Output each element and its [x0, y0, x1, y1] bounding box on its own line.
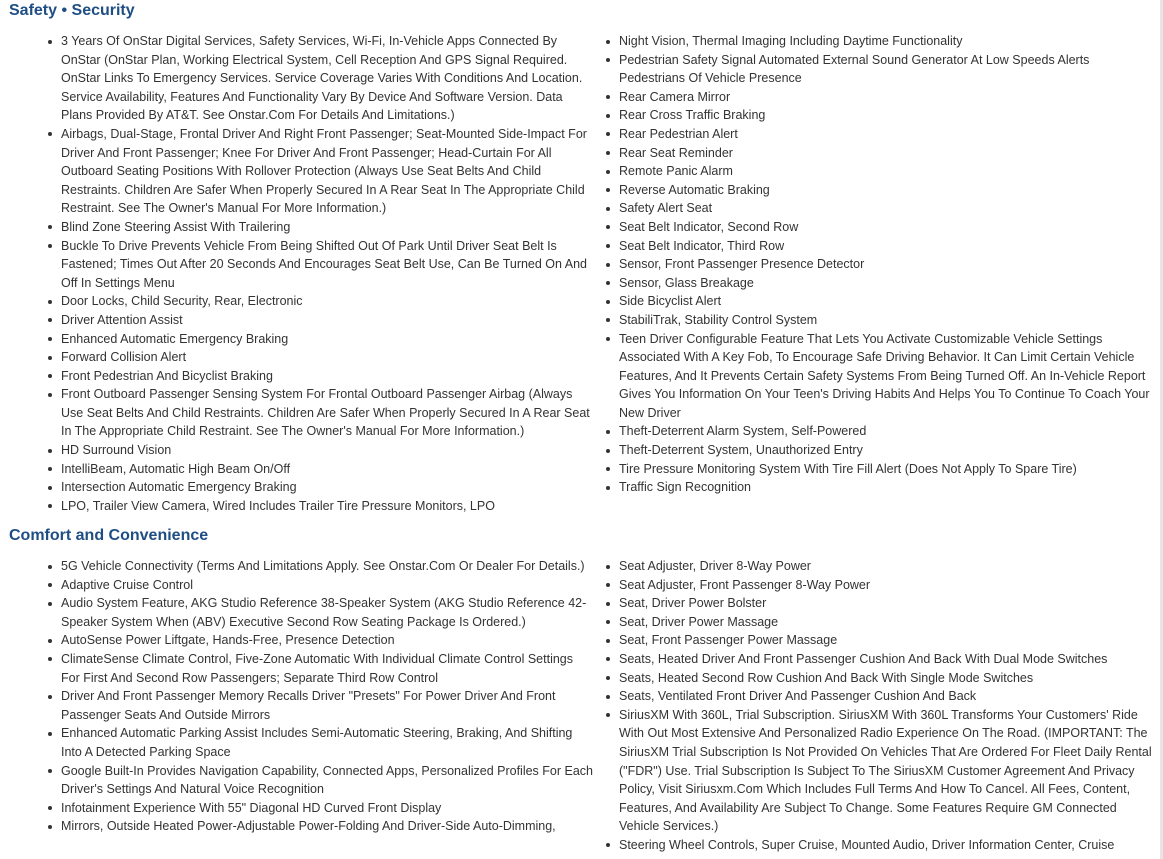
safety-security-list-right [619, 32, 1154, 497]
feature-item: 5G Vehicle Connectivity (Terms And Limitations Apply. See Onstar.Com Or Dealer For Details.) [61, 557, 595, 576]
feature-item: StabiliTrak, Stability Control System [619, 311, 1154, 330]
feature-item: Teen Driver Configurable Feature That Lets You Activate Customizable Vehicle Settings Associated With A Key Fob, To Encourage Safe Driving Behavior. It Can Limit Certain Vehicle Features, And It Prevents Certain Safety Systems From Being Turned Off. An In-Vehicle Report Gives You Information On Your Teen's Driving Habits And Helps You To Continue To Coach Your New Driver [619, 330, 1154, 423]
feature-item: Infotainment Experience With 55" Diagonal HD Curved Front Display [61, 799, 595, 818]
feature-item: Pedestrian Safety Signal Automated External Sound Generator At Low Speeds Alerts Pedestrians Of Vehicle Presence [619, 51, 1154, 88]
feature-item: Front Outboard Passenger Sensing System For Frontal Outboard Passenger Airbag (Always Use Seat Belts And Child Restraints. Children Are Safer When Properly Secured In A Rear Seat In The Appropriate Child Restraint. See The Owner's Manual For More Information.) [61, 385, 595, 441]
section-title-comfort-convenience: Comfort and Convenience [9, 527, 209, 544]
comfort-convenience-list-left [61, 557, 595, 836]
feature-item: Seat Adjuster, Driver 8-Way Power [619, 557, 1154, 576]
feature-item: LPO, Trailer View Camera, Wired Includes Trailer Tire Pressure Monitors, LPO [61, 497, 595, 516]
section-title-safety-security: Safety • Security [9, 2, 135, 19]
feature-item: Reverse Automatic Braking [619, 181, 1154, 200]
comfort-convenience-list-right [619, 557, 1154, 855]
feature-item: 3 Years Of OnStar Digital Services, Safety Services, Wi-Fi, In-Vehicle Apps Connected By OnStar (OnStar Plan, Working Electrical System, Cell Reception And GPS Signal Required. OnStar Links To Emergency Services. Service Coverage Varies With Conditions And Location. Service Availability, Features And Functionality Vary By Device And Software Version. Data Plans Provided By AT&T. See Onstar.Com For Details And Limitations.) [61, 32, 595, 125]
feature-item: Seats, Heated Driver And Front Passenger Cushion And Back With Dual Mode Switches [619, 650, 1154, 669]
feature-item: Driver Attention Assist [61, 311, 595, 330]
feature-item: Seat Adjuster, Front Passenger 8-Way Power [619, 576, 1154, 595]
feature-item: Tire Pressure Monitoring System With Tire Fill Alert (Does Not Apply To Spare Tire) [619, 460, 1154, 479]
feature-item: Intersection Automatic Emergency Braking [61, 478, 595, 497]
safety-security-list-left [61, 32, 595, 515]
feature-item: Night Vision, Thermal Imaging Including Daytime Functionality [619, 32, 1154, 51]
feature-item: Forward Collision Alert [61, 348, 595, 367]
feature-item: Seat Belt Indicator, Third Row [619, 237, 1154, 256]
feature-item: Buckle To Drive Prevents Vehicle From Being Shifted Out Of Park Until Driver Seat Belt Is Fastened; Times Out After 20 Seconds And Encourages Seat Belt Use, Can Be Turned On And Off In Settings Menu [61, 237, 595, 293]
feature-item: Side Bicyclist Alert [619, 292, 1154, 311]
feature-item: Front Pedestrian And Bicyclist Braking [61, 367, 595, 386]
feature-item: Rear Camera Mirror [619, 88, 1154, 107]
feature-item: ClimateSense Climate Control, Five-Zone Automatic With Individual Climate Control Settings For First And Second Row Passengers; Separate Third Row Control [61, 650, 595, 687]
feature-item: Airbags, Dual-Stage, Frontal Driver And Right Front Passenger; Seat-Mounted Side-Impact For Driver And Front Passenger; Knee For Driver And Front Passenger; Head-Curtain For All Outboard Seating Positions With Rollover Protection (Always Use Seat Belts And Child Restraints. Children Are Safer When Properly Secured In A Rear Seat In The Appropriate Child Restraint. See The Owner's Manual For More Information.) [61, 125, 595, 218]
feature-item: Adaptive Cruise Control [61, 576, 595, 595]
feature-item: Traffic Sign Recognition [619, 478, 1154, 497]
feature-item: Enhanced Automatic Parking Assist Includes Semi-Automatic Steering, Braking, And Shifting Into A Detected Parking Space [61, 724, 595, 761]
feature-item: Seat, Front Passenger Power Massage [619, 631, 1154, 650]
feature-item: Rear Pedestrian Alert [619, 125, 1154, 144]
feature-item: IntelliBeam, Automatic High Beam On/Off [61, 460, 595, 479]
feature-item: Theft-Deterrent Alarm System, Self-Powered [619, 422, 1154, 441]
feature-item: Audio System Feature, AKG Studio Reference 38-Speaker System (AKG Studio Reference 42-Speaker System When (ABV) Executive Second Row Seating Package Is Ordered.) [61, 594, 595, 631]
feature-item: Driver And Front Passenger Memory Recalls Driver "Presets" For Power Driver And Front Passenger Seats And Outside Mirrors [61, 687, 595, 724]
feature-item: Steering Wheel Controls, Super Cruise, Mounted Audio, Driver Information Center, Cruise [619, 836, 1154, 855]
feature-item: Safety Alert Seat [619, 199, 1154, 218]
feature-item: Seat, Driver Power Bolster [619, 594, 1154, 613]
feature-item: SiriusXM With 360L, Trial Subscription. SiriusXM With 360L Transforms Your Customers' Ride With Out Most Extensive And Personalized Radio Experience On The Road. (IMPORTANT: The SiriusXM Trial Subscription Is Not Provided On Vehicles That Are Ordered For Fleet Daily Rental ("FDR") Use. Trial Subscription Is Subject To The SiriusXM Customer Agreement And Privacy Policy, Visit Siriusxm.Com Which Includes Full Terms And How To Cancel. All Fees, Content, Features, And Availability Are Subject To Change. Some Features Require GM Connected Vehicle Services.) [619, 706, 1154, 836]
feature-item: Google Built-In Provides Navigation Capability, Connected Apps, Personalized Profiles For Each Driver's Settings And Natural Voice Recognition [61, 762, 595, 799]
feature-item: Rear Cross Traffic Braking [619, 106, 1154, 125]
feature-item: Seat, Driver Power Massage [619, 613, 1154, 632]
feature-item: HD Surround Vision [61, 441, 595, 460]
feature-item: Seat Belt Indicator, Second Row [619, 218, 1154, 237]
feature-item: Seats, Heated Second Row Cushion And Back With Single Mode Switches [619, 669, 1154, 688]
feature-item: Sensor, Front Passenger Presence Detector [619, 255, 1154, 274]
feature-item: Blind Zone Steering Assist With Trailering [61, 218, 595, 237]
feature-item: Mirrors, Outside Heated Power-Adjustable Power-Folding And Driver-Side Auto-Dimming, [61, 817, 595, 836]
feature-item: Door Locks, Child Security, Rear, Electronic [61, 292, 595, 311]
feature-item: Theft-Deterrent System, Unauthorized Entry [619, 441, 1154, 460]
feature-item: Sensor, Glass Breakage [619, 274, 1154, 293]
feature-item: Enhanced Automatic Emergency Braking [61, 330, 595, 349]
feature-item: Remote Panic Alarm [619, 162, 1154, 181]
feature-item: AutoSense Power Liftgate, Hands-Free, Presence Detection [61, 631, 595, 650]
feature-item: Rear Seat Reminder [619, 144, 1154, 163]
feature-item: Seats, Ventilated Front Driver And Passenger Cushion And Back [619, 687, 1154, 706]
